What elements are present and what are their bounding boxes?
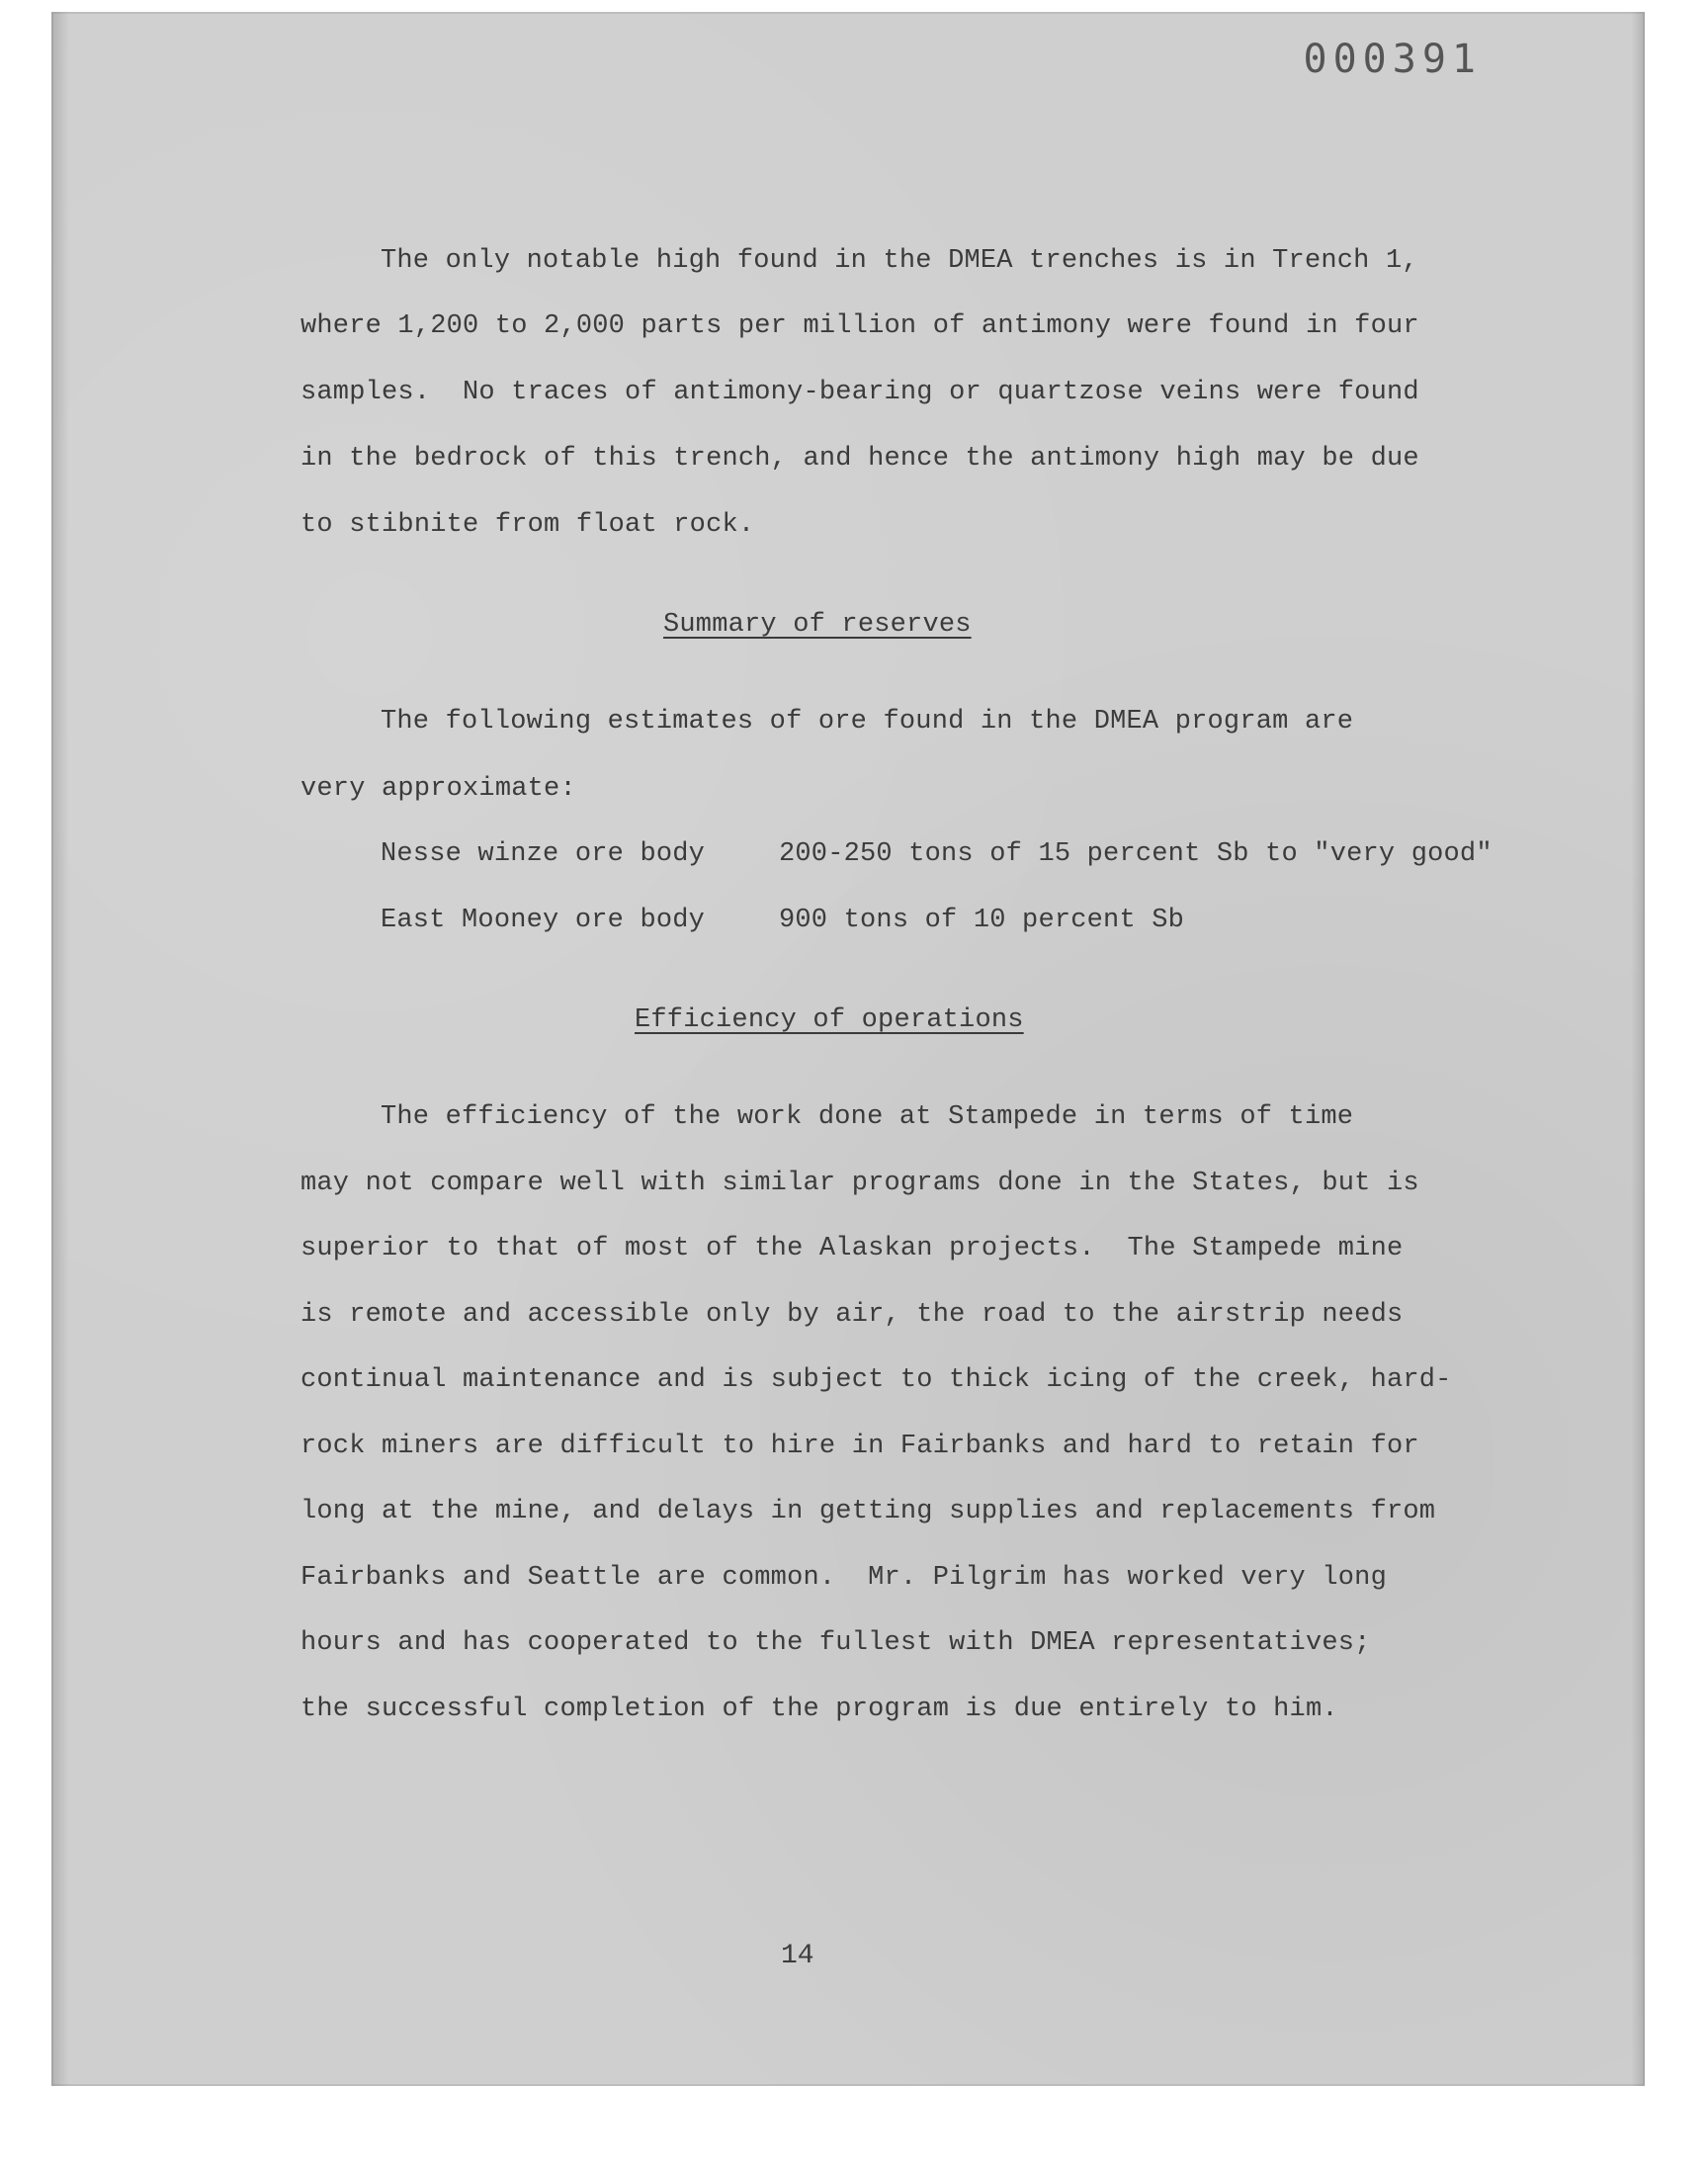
paragraph-line: in the bedrock of this trench, and hence the antimony high may be due: [300, 444, 1419, 474]
page-number: 14: [781, 1941, 814, 1971]
paragraph-line: samples. No traces of antimony-bearing or quartzose veins were found: [300, 378, 1419, 407]
paragraph-line: may not compare well with similar programs done in the States, but is: [300, 1169, 1419, 1198]
section-heading-efficiency: Efficiency of operations: [635, 1005, 1024, 1035]
paragraph-line: The only notable high found in the DMEA trenches is in Trench 1,: [381, 246, 1418, 276]
reserves-ore-body: East Mooney ore body: [381, 906, 706, 935]
paragraph-line: the successful completion of the program is due entirely to him.: [300, 1695, 1338, 1724]
paragraph-line: hours and has cooperated to the fullest with DMEA representatives;: [300, 1628, 1371, 1658]
paragraph-line: long at the mine, and delays in getting supplies and replacements from: [300, 1497, 1436, 1526]
paragraph-line: to stibnite from float rock.: [300, 510, 755, 540]
paragraph-line: superior to that of most of the Alaskan projects. The Stampede mine: [300, 1234, 1404, 1263]
reserves-estimate: 200-250 tons of 15 percent Sb to "very good": [779, 839, 1493, 869]
document-stamp-number: 000391: [1303, 37, 1482, 82]
reserves-ore-body: Nesse winze ore body: [381, 839, 706, 869]
reserves-estimate: 900 tons of 10 percent Sb: [779, 906, 1185, 935]
page-shadow-left: [51, 12, 69, 2086]
paragraph-line: The efficiency of the work done at Stampede in terms of time: [381, 1102, 1354, 1132]
paragraph-line: rock miners are difficult to hire in Fairbanks and hard to retain for: [300, 1432, 1419, 1461]
paragraph-line: Fairbanks and Seattle are common. Mr. Pilgrim has worked very long: [300, 1563, 1387, 1593]
paragraph-line: The following estimates of ore found in the DMEA program are: [381, 707, 1354, 737]
paragraph-line: where 1,200 to 2,000 parts per million of antimony were found in four: [300, 311, 1419, 341]
paragraph-line: continual maintenance and is subject to thick icing of the creek, hard-: [300, 1365, 1452, 1395]
section-heading-reserves: Summary of reserves: [663, 610, 972, 640]
paragraph-line: very approximate:: [300, 774, 576, 804]
document-page: [51, 12, 1645, 2086]
page-shadow-right: [1631, 12, 1645, 2086]
paragraph-line: is remote and accessible only by air, the road to the airstrip needs: [300, 1300, 1404, 1330]
